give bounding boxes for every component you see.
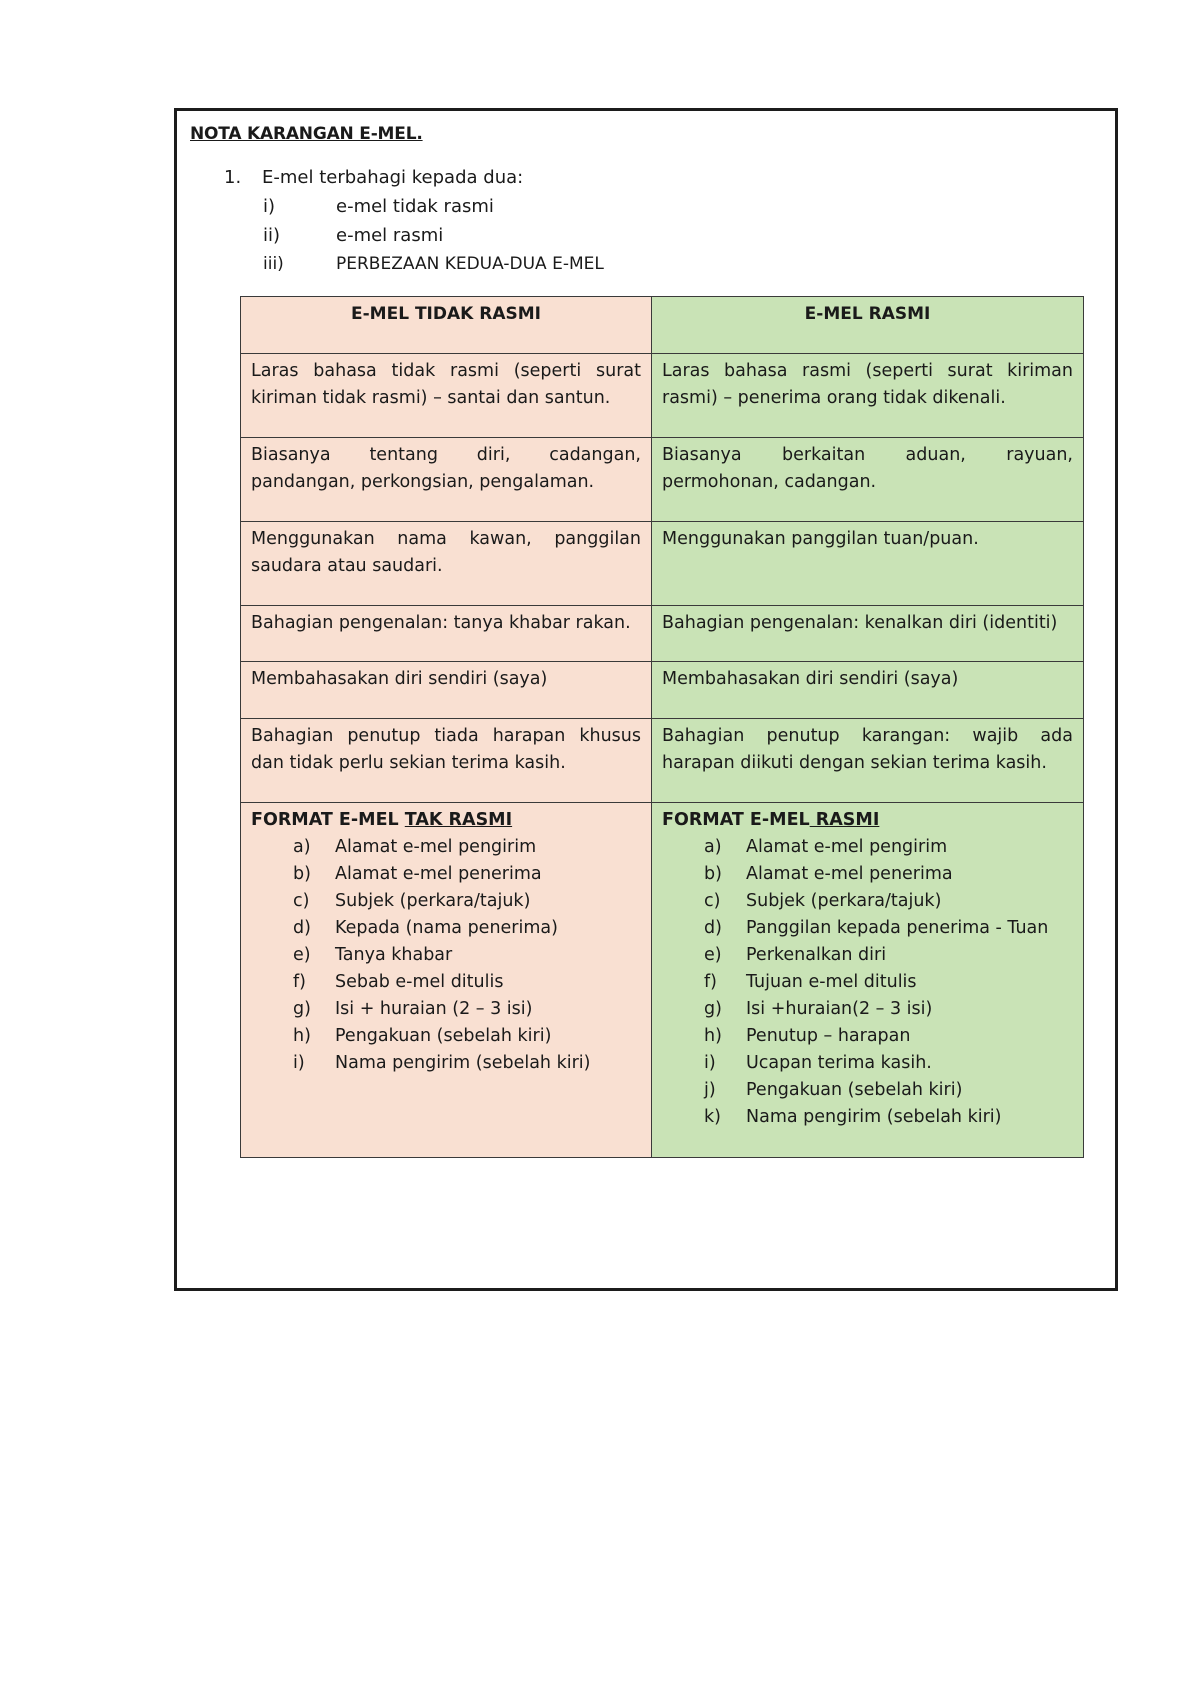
list-item: [251, 1050, 641, 1077]
list-item-letter: i): [704, 1053, 716, 1073]
list-item-letter: c): [293, 891, 310, 911]
list-item-letter: e): [704, 945, 722, 965]
format-formal-heading: [662, 807, 1073, 834]
list-item: [251, 888, 641, 915]
cell-formal: Menggunakan panggilan tuan/puan.: [652, 522, 1084, 606]
cell-informal: Bahagian pengenalan: tanya khabar rakan.: [241, 606, 652, 662]
format-heading-underlined: RASMI: [809, 810, 880, 830]
format-heading-prefix: FORMAT E-MEL: [251, 810, 405, 830]
list-item-text: Pengakuan (sebelah kiri): [335, 1026, 552, 1046]
cell-informal: Biasanya tentang diri, cadangan, pandangan, perkongsian, pengalaman.: [241, 438, 652, 522]
list-item-text: Alamat e-mel pengirim: [746, 837, 948, 857]
list-item: [251, 834, 641, 861]
format-informal-cell: [241, 803, 652, 1158]
list-item: [662, 834, 1073, 861]
list-item: [251, 969, 641, 996]
format-heading-underlined: TAK RASMI: [404, 810, 513, 830]
format-formal-list: [662, 834, 1073, 1131]
list-item-text: Subjek (perkara/tajuk): [746, 891, 942, 911]
comparison-table: [240, 296, 1084, 1158]
list-item-text: Kepada (nama penerima): [335, 918, 558, 938]
list-item: [251, 861, 641, 888]
list-item-text: Ucapan terima kasih.: [746, 1053, 932, 1073]
list-item: [662, 996, 1073, 1023]
list-item-letter: g): [293, 999, 311, 1019]
format-row: [241, 803, 1084, 1158]
list-item-letter: j): [704, 1080, 716, 1100]
table-row: [241, 606, 1084, 662]
list-item-text: Subjek (perkara/tajuk): [335, 891, 531, 911]
list-item: [662, 1104, 1073, 1131]
table-row: [241, 719, 1084, 803]
list-item-letter: d): [293, 918, 311, 938]
list-item-letter: g): [704, 999, 722, 1019]
sub-item-numeral: ii): [263, 225, 281, 246]
list-item: [251, 942, 641, 969]
list-item-text: Nama pengirim (sebelah kiri): [335, 1053, 591, 1073]
list-item: [662, 1050, 1073, 1077]
list-item-text: Panggilan kepada penerima - Tuan: [746, 918, 1049, 938]
cell-formal: Bahagian pengenalan: kenalkan diri (identiti): [652, 606, 1084, 662]
sub-item: [263, 196, 494, 217]
list-item-letter: a): [293, 837, 311, 857]
intro-line: [224, 167, 523, 188]
list-item: [662, 915, 1073, 942]
list-item-letter: e): [293, 945, 311, 965]
list-item: [251, 996, 641, 1023]
sub-item-numeral: iii): [263, 254, 284, 274]
list-item: [662, 969, 1073, 996]
cell-formal: Bahagian penutup karangan: wajib ada harapan diikuti dengan sekian terima kasih.: [652, 719, 1084, 803]
list-item-text: Isi + huraian (2 – 3 isi): [335, 999, 533, 1019]
table-row: [241, 662, 1084, 719]
list-item-letter: b): [293, 864, 311, 884]
cell-informal: Bahagian penutup tiada harapan khusus dan tidak perlu sekian terima kasih.: [241, 719, 652, 803]
list-item: [662, 942, 1073, 969]
list-item-letter: f): [704, 972, 717, 992]
cell-formal: Biasanya berkaitan aduan, rayuan, permohonan, cadangan.: [652, 438, 1084, 522]
list-item: [662, 861, 1073, 888]
table-row: [241, 522, 1084, 606]
list-item-text: Alamat e-mel pengirim: [335, 837, 537, 857]
cell-informal: Laras bahasa tidak rasmi (seperti surat kiriman tidak rasmi) – santai dan santun.: [241, 354, 652, 438]
sub-item-text: e-mel tidak rasmi: [336, 196, 494, 217]
list-item-letter: d): [704, 918, 722, 938]
list-item-text: Tujuan e-mel ditulis: [746, 972, 917, 992]
list-item-letter: h): [704, 1026, 722, 1046]
intro-text: E-mel terbahagi kepada dua:: [262, 167, 524, 188]
list-item: [662, 1023, 1073, 1050]
format-formal-cell: [652, 803, 1084, 1158]
list-item-text: Penutup – harapan: [746, 1026, 911, 1046]
list-item-text: Perkenalkan diri: [746, 945, 887, 965]
cell-formal: Membahasakan diri sendiri (saya): [652, 662, 1084, 719]
list-item: [251, 1023, 641, 1050]
list-item-text: Tanya khabar: [335, 945, 453, 965]
table-row: [241, 438, 1084, 522]
cell-informal: Membahasakan diri sendiri (saya): [241, 662, 652, 719]
list-item-text: Alamat e-mel penerima: [335, 864, 542, 884]
header-informal: E-MEL TIDAK RASMI: [241, 297, 652, 354]
list-item-letter: h): [293, 1026, 311, 1046]
table-header-row: [241, 297, 1084, 354]
sub-item-numeral: i): [263, 196, 276, 217]
cell-formal: Laras bahasa rasmi (seperti surat kiriman rasmi) – penerima orang tidak dikenali.: [652, 354, 1084, 438]
format-heading-prefix: FORMAT E-MEL: [662, 810, 810, 830]
cell-informal: Menggunakan nama kawan, panggilan saudara atau saudari.: [241, 522, 652, 606]
list-item: [251, 915, 641, 942]
format-informal-heading: [251, 807, 641, 834]
format-informal-list: [251, 834, 641, 1077]
sub-item: [263, 225, 443, 246]
list-item-letter: i): [293, 1053, 305, 1073]
list-item-letter: b): [704, 864, 722, 884]
list-item: [662, 888, 1073, 915]
list-item-text: Pengakuan (sebelah kiri): [746, 1080, 963, 1100]
header-formal: E-MEL RASMI: [652, 297, 1084, 354]
list-item-letter: f): [293, 972, 306, 992]
intro-number: 1.: [224, 167, 242, 188]
sub-item-text: PERBEZAAN KEDUA-DUA E-MEL: [336, 254, 604, 274]
list-item-letter: k): [704, 1107, 721, 1127]
list-item-text: Alamat e-mel penerima: [746, 864, 953, 884]
list-item-text: Isi +huraian(2 – 3 isi): [746, 999, 933, 1019]
list-item-text: Nama pengirim (sebelah kiri): [746, 1107, 1002, 1127]
list-item-letter: c): [704, 891, 721, 911]
list-item-text: Sebab e-mel ditulis: [335, 972, 504, 992]
sub-item: [263, 254, 604, 274]
table-row: [241, 354, 1084, 438]
list-item-letter: a): [704, 837, 722, 857]
document-title: NOTA KARANGAN E-MEL.: [190, 124, 423, 144]
sub-item-text: e-mel rasmi: [336, 225, 444, 246]
list-item: [662, 1077, 1073, 1104]
